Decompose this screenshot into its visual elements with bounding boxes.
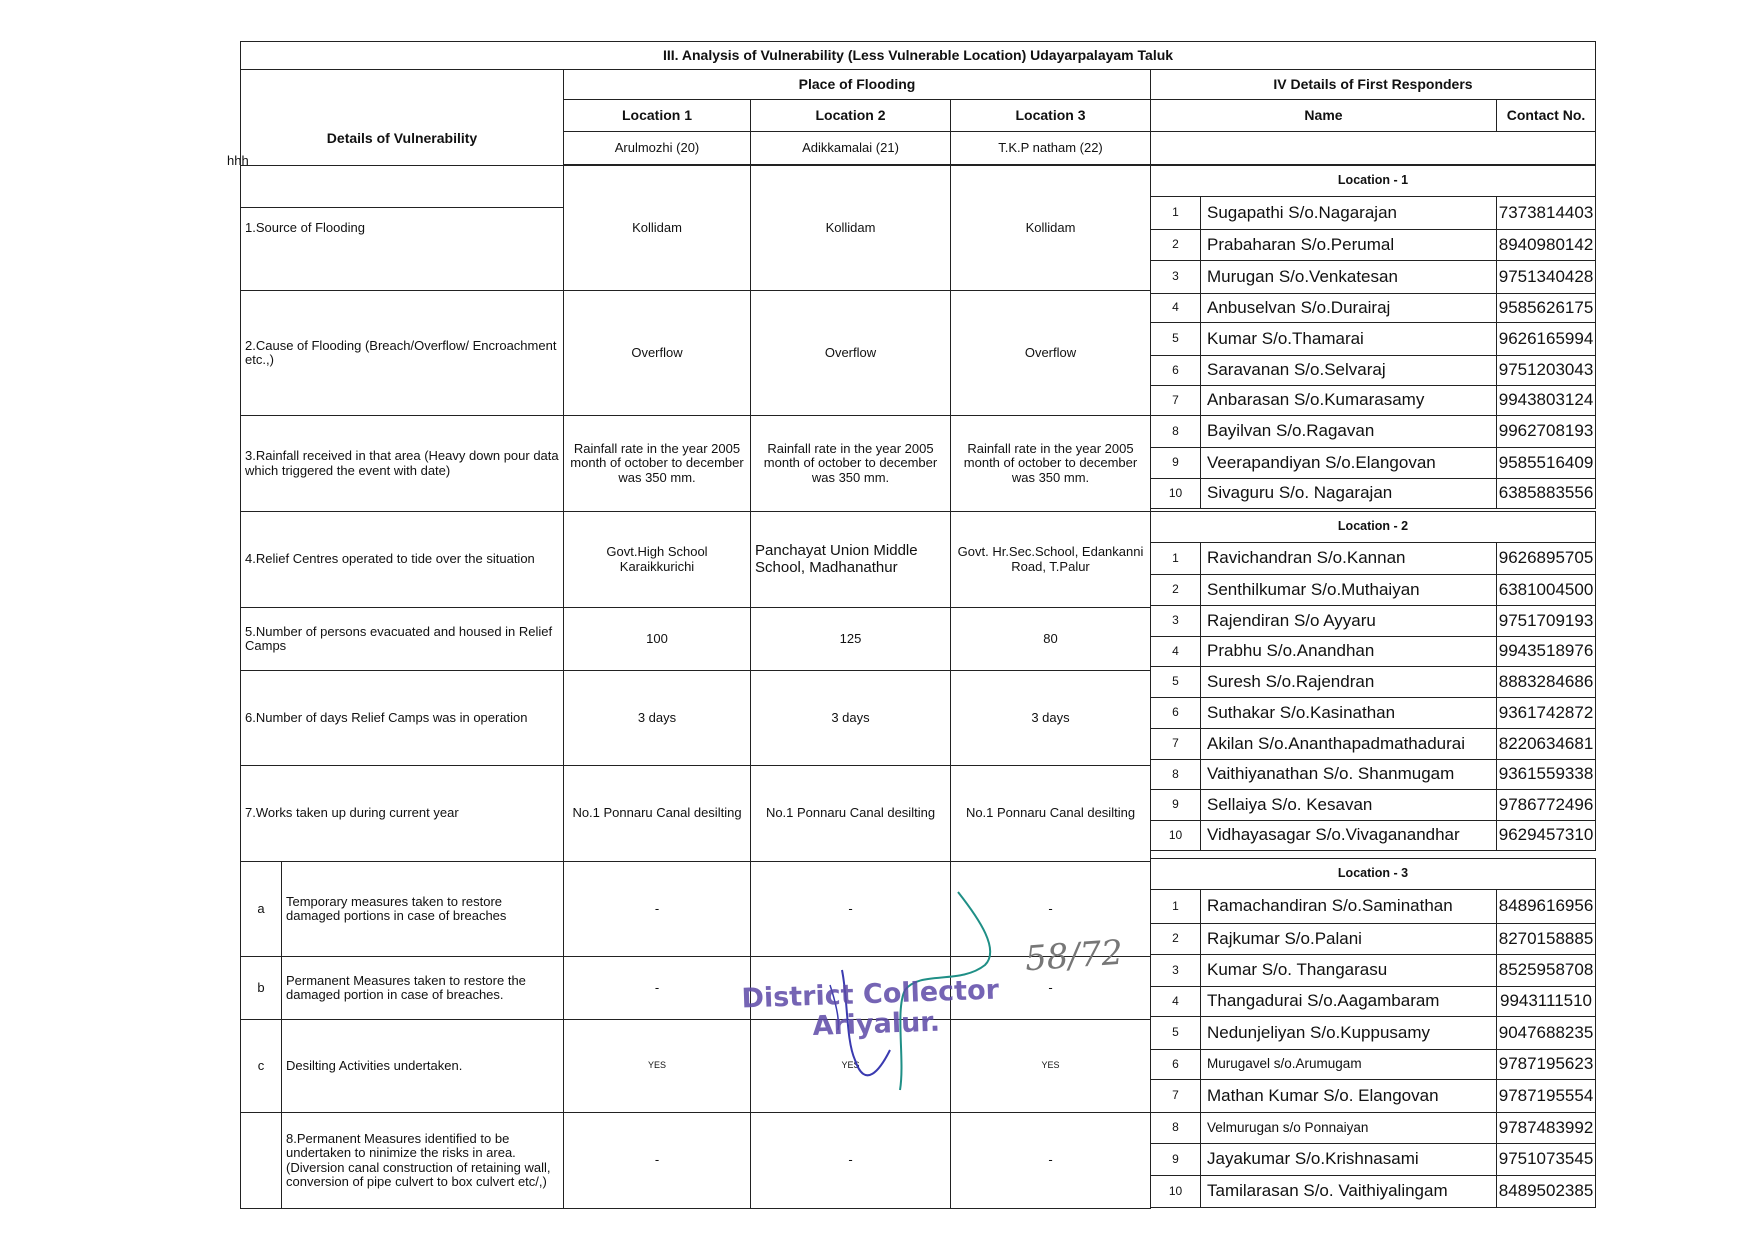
responder-number: 5: [1150, 666, 1201, 698]
responder-name: Velmurugan s/o Ponnaiyan: [1200, 1112, 1497, 1144]
vulnerability-value: -: [950, 956, 1151, 1020]
sub-row-label: Desilting Activities undertaken.: [281, 1019, 564, 1113]
responder-number: 8: [1150, 1112, 1201, 1144]
responder-name: Kumar S/o.Thamarai: [1200, 322, 1497, 356]
responder-number: 10: [1150, 1175, 1201, 1208]
responder-group-header: Location - 2: [1150, 511, 1596, 543]
responder-name: Vidhayasagar S/o.Vivaganandhar: [1200, 820, 1497, 851]
vulnerability-value: 3 days: [563, 670, 751, 766]
vulnerability-value: Panchayat Union Middle School, Madhanathur: [750, 511, 951, 608]
responder-phone: 8220634681: [1496, 728, 1596, 760]
vulnerability-value: Govt. Hr.Sec.School, Edankanni Road, T.Palur: [950, 511, 1151, 608]
responder-name: Sivaguru S/o. Nagarajan: [1200, 478, 1497, 509]
responder-name: Tamilarasan S/o. Vaithiyalingam: [1200, 1175, 1497, 1208]
responder-group-header: Location - 3: [1150, 858, 1596, 890]
location-name: Arulmozhi (20): [563, 131, 751, 165]
responder-phone: 8270158885: [1496, 923, 1596, 955]
responder-phone: 9751709193: [1496, 605, 1596, 637]
vulnerability-row-label: 3.Rainfall received in that area (Heavy down pour data which triggered the event with date): [240, 415, 564, 512]
responder-name: Rajkumar S/o.Palani: [1200, 923, 1497, 955]
vulnerability-value: Kollidam: [750, 165, 951, 291]
responder-phone: 7373814403: [1496, 196, 1596, 230]
vulnerability-value: YES: [950, 1019, 1151, 1113]
responder-phone: 8883284686: [1496, 666, 1596, 698]
responder-name: Akilan S/o.Ananthapadmathadurai: [1200, 728, 1497, 760]
responder-phone: 9751340428: [1496, 260, 1596, 294]
vulnerability-row-label: 7.Works taken up during current year: [240, 765, 564, 862]
vulnerability-value: Overflow: [750, 290, 951, 416]
responder-phone: 9943111510: [1496, 986, 1596, 1017]
responder-number: 2: [1150, 923, 1201, 955]
vulnerability-value: Govt.High School Karaikkurichi: [563, 511, 751, 608]
responder-name: Suthakar S/o.Kasinathan: [1200, 697, 1497, 729]
responder-name: Kumar S/o. Thangarasu: [1200, 954, 1497, 987]
vulnerability-value: 80: [950, 607, 1151, 671]
responder-name: Ravichandran S/o.Kannan: [1200, 542, 1497, 575]
responder-number: 5: [1150, 1016, 1201, 1050]
responder-name: Anbarasan S/o.Kumarasamy: [1200, 385, 1497, 416]
responder-number: 10: [1150, 478, 1201, 509]
responder-number: 2: [1150, 229, 1201, 261]
vulnerability-value: Rainfall rate in the year 2005 month of october to december was 350 mm.: [950, 415, 1151, 512]
name-header: Name: [1150, 99, 1497, 132]
responder-number: 10: [1150, 820, 1201, 851]
responder-name: Murugan S/o.Venkatesan: [1200, 260, 1497, 294]
sub-row-label: Temporary measures taken to restore damaged portions in case of breaches: [281, 861, 564, 957]
responder-number: 6: [1150, 697, 1201, 729]
location-name: Adikkamalai (21): [750, 131, 951, 165]
responder-phone: 9361742872: [1496, 697, 1596, 729]
responder-number: 4: [1150, 636, 1201, 667]
responder-name: Thangadurai S/o.Aagambaram: [1200, 986, 1497, 1017]
responder-name: Anbuselvan S/o.Durairaj: [1200, 293, 1497, 323]
vulnerability-value: Rainfall rate in the year 2005 month of october to december was 350 mm.: [563, 415, 751, 512]
sub-row-letter: c: [240, 1019, 282, 1113]
table-title: III. Analysis of Vulnerability (Less Vulnerable Location) Udayarpalayam Taluk: [240, 41, 1596, 70]
responder-number: 1: [1150, 196, 1201, 230]
responder-name: Jayakumar S/o.Krishnasami: [1200, 1143, 1497, 1176]
responder-number: 1: [1150, 889, 1201, 924]
responder-name: Nedunjeliyan S/o.Kuppusamy: [1200, 1016, 1497, 1050]
responder-phone: 8940980142: [1496, 229, 1596, 261]
responder-number: 9: [1150, 1143, 1201, 1176]
location-header: Location 2: [750, 99, 951, 132]
responder-number: 3: [1150, 605, 1201, 637]
vulnerability-value: No.1 Ponnaru Canal desilting: [750, 765, 951, 862]
contact-header: Contact No.: [1496, 99, 1596, 132]
responder-name: Bayilvan S/o.Ragavan: [1200, 415, 1497, 448]
vulnerability-value: Kollidam: [950, 165, 1151, 291]
responder-group-header: Location - 1: [1150, 165, 1596, 197]
responder-number: 5: [1150, 322, 1201, 356]
responder-number: 9: [1150, 447, 1201, 479]
responder-number: 3: [1150, 954, 1201, 987]
vulnerability-value: 125: [750, 607, 951, 671]
vulnerability-value: YES: [563, 1019, 751, 1113]
stamp-line-1: District Collector: [740, 974, 1000, 1015]
responder-name: Vaithiyanathan S/o. Shanmugam: [1200, 759, 1497, 790]
responder-name: Senthilkumar S/o.Muthaiyan: [1200, 574, 1497, 606]
handwritten-note: 58/72: [1023, 932, 1125, 980]
vulnerability-value: YES: [750, 1019, 951, 1113]
vulnerability-row-label: 6.Number of days Relief Camps was in operation: [240, 670, 564, 766]
vulnerability-row-label: 5.Number of persons evacuated and housed in Relief Camps: [240, 607, 564, 671]
sub-row-letter: b: [240, 956, 282, 1020]
responder-phone: 9787195623: [1496, 1049, 1596, 1080]
responder-number: 7: [1150, 728, 1201, 760]
responder-phone: 9361559338: [1496, 759, 1596, 790]
vulnerability-row-label: 2.Cause of Flooding (Breach/Overflow/ Encroachment etc.,): [240, 290, 564, 416]
sub-row-label: Permanent Measures taken to restore the damaged portion in case of breaches.: [281, 956, 564, 1020]
responder-name: Suresh S/o.Rajendran: [1200, 666, 1497, 698]
responder-phone: 8525958708: [1496, 954, 1596, 987]
vulnerability-value: No.1 Ponnaru Canal desilting: [563, 765, 751, 862]
responder-phone: 9943518976: [1496, 636, 1596, 667]
vulnerability-value: 3 days: [950, 670, 1151, 766]
vulnerability-value: Overflow: [563, 290, 751, 416]
vulnerability-value: -: [750, 1112, 951, 1209]
responder-number: 8: [1150, 759, 1201, 790]
responder-number: 7: [1150, 385, 1201, 416]
place-of-flooding-header: Place of Flooding: [563, 69, 1151, 100]
responder-number: 9: [1150, 789, 1201, 821]
vulnerability-row-label: 4.Relief Centres operated to tide over the situation: [240, 511, 564, 608]
responder-phone: 9626165994: [1496, 322, 1596, 356]
responder-name: Prabhu S/o.Anandhan: [1200, 636, 1497, 667]
responder-name: Rajendiran S/o Ayyaru: [1200, 605, 1497, 637]
responder-name: Ramachandiran S/o.Saminathan: [1200, 889, 1497, 924]
vulnerability-value: No.1 Ponnaru Canal desilting: [950, 765, 1151, 862]
responder-name: Prabaharan S/o.Perumal: [1200, 229, 1497, 261]
district-collector-stamp: [741, 976, 1000, 1045]
responder-name: Murugavel s/o.Arumugam: [1200, 1049, 1497, 1080]
responder-phone: 8489502385: [1496, 1175, 1596, 1208]
responder-phone: 8489616956: [1496, 889, 1596, 924]
sub-row-letter: a: [240, 861, 282, 957]
vulnerability-row-label: 1.Source of Flooding: [240, 165, 564, 291]
responders-header: IV Details of First Responders: [1150, 69, 1596, 100]
row8-label: 8.Permanent Measures identified to be undertaken to ninimize the risks in area. (Diversion canal construction of retaining wall, conversion of pipe culvert to box culvert etc/,): [281, 1112, 564, 1209]
responder-number: 6: [1150, 1049, 1201, 1080]
responder-number: 2: [1150, 574, 1201, 606]
responder-phone: 6381004500: [1496, 574, 1596, 606]
responder-name: Saravanan S/o.Selvaraj: [1200, 355, 1497, 386]
responder-number: 4: [1150, 293, 1201, 323]
responder-phone: 6385883556: [1496, 478, 1596, 509]
responder-phone: 9585516409: [1496, 447, 1596, 479]
vulnerability-value: -: [950, 861, 1151, 957]
responder-phone: 9787483992: [1496, 1112, 1596, 1144]
responder-phone: 9585626175: [1496, 293, 1596, 323]
vulnerability-value: 3 days: [750, 670, 951, 766]
responder-name: Mathan Kumar S/o. Elangovan: [1200, 1079, 1497, 1113]
responder-number: 7: [1150, 1079, 1201, 1113]
responder-phone: 9751203043: [1496, 355, 1596, 386]
responder-phone: 9629457310: [1496, 820, 1596, 851]
responder-number: 3: [1150, 260, 1201, 294]
details-header: Details of Vulnerability: [240, 69, 564, 208]
responder-phone: 9751073545: [1496, 1143, 1596, 1176]
responder-number: 6: [1150, 355, 1201, 386]
vulnerability-value: Kollidam: [563, 165, 751, 291]
responder-name: Sellaiya S/o. Kesavan: [1200, 789, 1497, 821]
location-header: Location 1: [563, 99, 751, 132]
location-header: Location 3: [950, 99, 1151, 132]
vulnerability-value: -: [563, 861, 751, 957]
responder-name: Veerapandiyan S/o.Elangovan: [1200, 447, 1497, 479]
responder-phone: 9047688235: [1496, 1016, 1596, 1050]
vulnerability-value: 100: [563, 607, 751, 671]
responder-name: Sugapathi S/o.Nagarajan: [1200, 196, 1497, 230]
vulnerability-value: -: [563, 1112, 751, 1209]
vulnerability-value: Rainfall rate in the year 2005 month of october to december was 350 mm.: [750, 415, 951, 512]
vulnerability-value: -: [950, 1112, 1151, 1209]
stamp-line-2: Ariyalur.: [812, 1006, 941, 1043]
responder-number: 4: [1150, 986, 1201, 1017]
responder-phone: 9943803124: [1496, 385, 1596, 416]
responder-phone: 9626895705: [1496, 542, 1596, 575]
responder-number: 8: [1150, 415, 1201, 448]
vulnerability-value: Overflow: [950, 290, 1151, 416]
vulnerability-value: -: [563, 956, 751, 1020]
responder-phone: 9786772496: [1496, 789, 1596, 821]
responder-number: 1: [1150, 542, 1201, 575]
stray-text: hhh: [227, 153, 249, 168]
responder-phone: 9962708193: [1496, 415, 1596, 448]
location-name: T.K.P natham (22): [950, 131, 1151, 165]
vulnerability-value: -: [750, 861, 951, 957]
responder-phone: 9787195554: [1496, 1079, 1596, 1113]
